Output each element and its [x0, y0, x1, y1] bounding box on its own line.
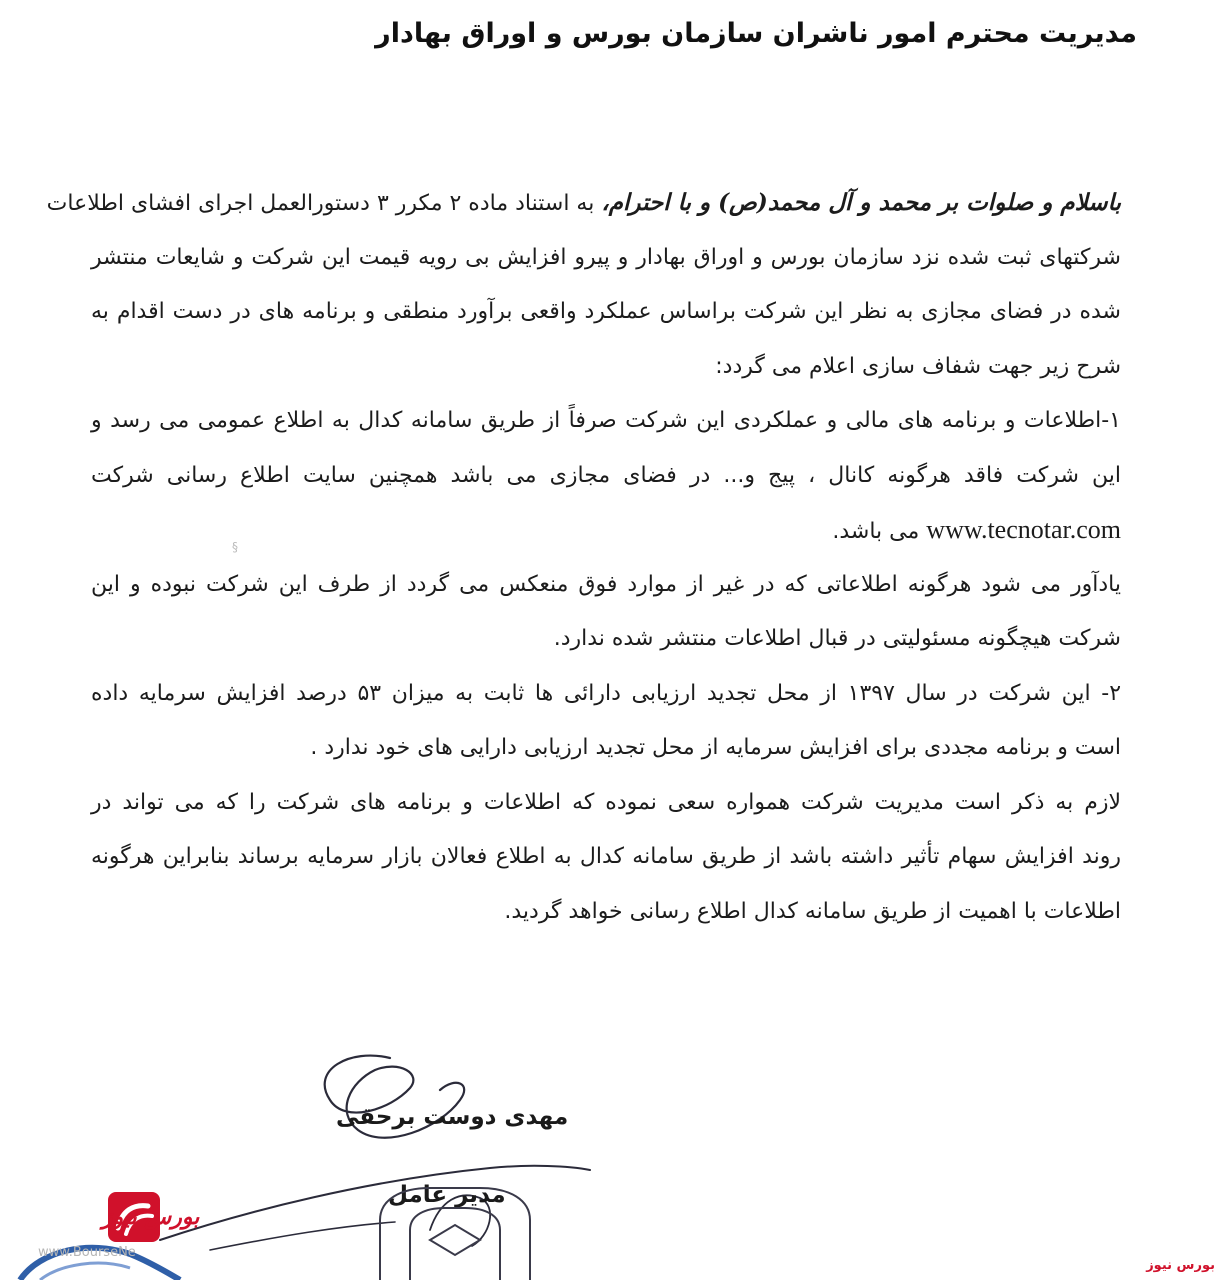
body-line-5: ۱-اطلاعات و برنامه های مالی و عملکردی این شرکت صرفاً از طریق سامانه کدال به اطلاع عمومی می رسد و — [91, 408, 1121, 433]
paper-speck: § — [232, 540, 238, 554]
company-website: www.tecnotar.com — [926, 515, 1121, 544]
body-line-9: شرکت هیچگونه مسئولیتی در قبال اطلاعات منتشر شده ندارد. — [553, 626, 1121, 651]
watermark: بورس نیوز — [1146, 1258, 1215, 1273]
bourse-news-logo-icon — [22, 1188, 200, 1250]
greeting: باسلام و صلوات بر محمد و آل محمد(ص) و با احترام، — [601, 189, 1121, 216]
body-line-6: این شرکت فاقد هرگونه کانال ، پیج و... در فضای مجازی می باشد همچنین سایت اطلاع رسانی شرکت — [91, 462, 1121, 488]
letter-heading: مدیریت محترم امور ناشران سازمان بورس و اوراق بهادار — [375, 18, 1137, 49]
body-line-7 — [91, 503, 1121, 558]
body-line-3: شده در فضای مجازی به نظر این شرکت براساس عملکرد واقعی برآورد منطقی و برنامه های در دست اقدام به — [91, 299, 1121, 324]
body-line-1 — [46, 176, 1121, 231]
body-line-4: شرح زیر جهت شفاف سازی اعلام می گردد: — [715, 353, 1121, 379]
logo-url: www.BourseNe — [38, 1245, 136, 1260]
body-line-14: اطلاعات با اهمیت از طریق سامانه کدال اطلاع رسانی خواهد گردید. — [504, 898, 1121, 924]
body-line-11: است و برنامه مجددی برای افزایش سرمایه از محل تجدید ارزیابی دارایی های خود ندارد . — [310, 735, 1121, 760]
body-line-2: شرکتهای ثبت شده نزد سازمان بورس و اوراق بهادار و پیرو افزایش بی رویه قیمت این شرکت و شایعات منتشر — [91, 244, 1121, 270]
company-stamp — [360, 1180, 550, 1280]
body-line-10: ۲- این شرکت در سال ۱۳۹۷ از محل تجدید ارزیابی دارائی ها ثابت به میزان ۵۳ درصد افزایش سرمایه داده — [91, 680, 1122, 706]
body-line-1-text: به استناد ماده ۲ مکرر ۳ دستورالعمل اجرای افشای اطلاعات — [46, 191, 595, 216]
letter-body — [46, 176, 1122, 939]
body-line-8: یادآور می شود هرگونه اطلاعاتی که در غیر از موارد فوق منعکس می گردد از طرف این شرکت نبوده و این — [91, 571, 1121, 597]
body-line-7-text: می باشد. — [832, 519, 920, 544]
body-line-12: لازم به ذکر است مدیریت شرکت همواره سعی نموده که اطلاعات و برنامه های شرکت را که می تواند در — [91, 789, 1121, 815]
logo-text: بورس نیوز — [102, 1204, 200, 1230]
signer-title: مدیر عامل — [388, 1182, 506, 1208]
signer-name: مهدی دوست برحقی — [336, 1104, 569, 1130]
body-line-13: روند افزایش سهام تأثیر داشته باشد از طریق سامانه کدال به اطلاع فعالان بازار سرمایه برساند بنابراین هرگونه — [91, 844, 1121, 869]
